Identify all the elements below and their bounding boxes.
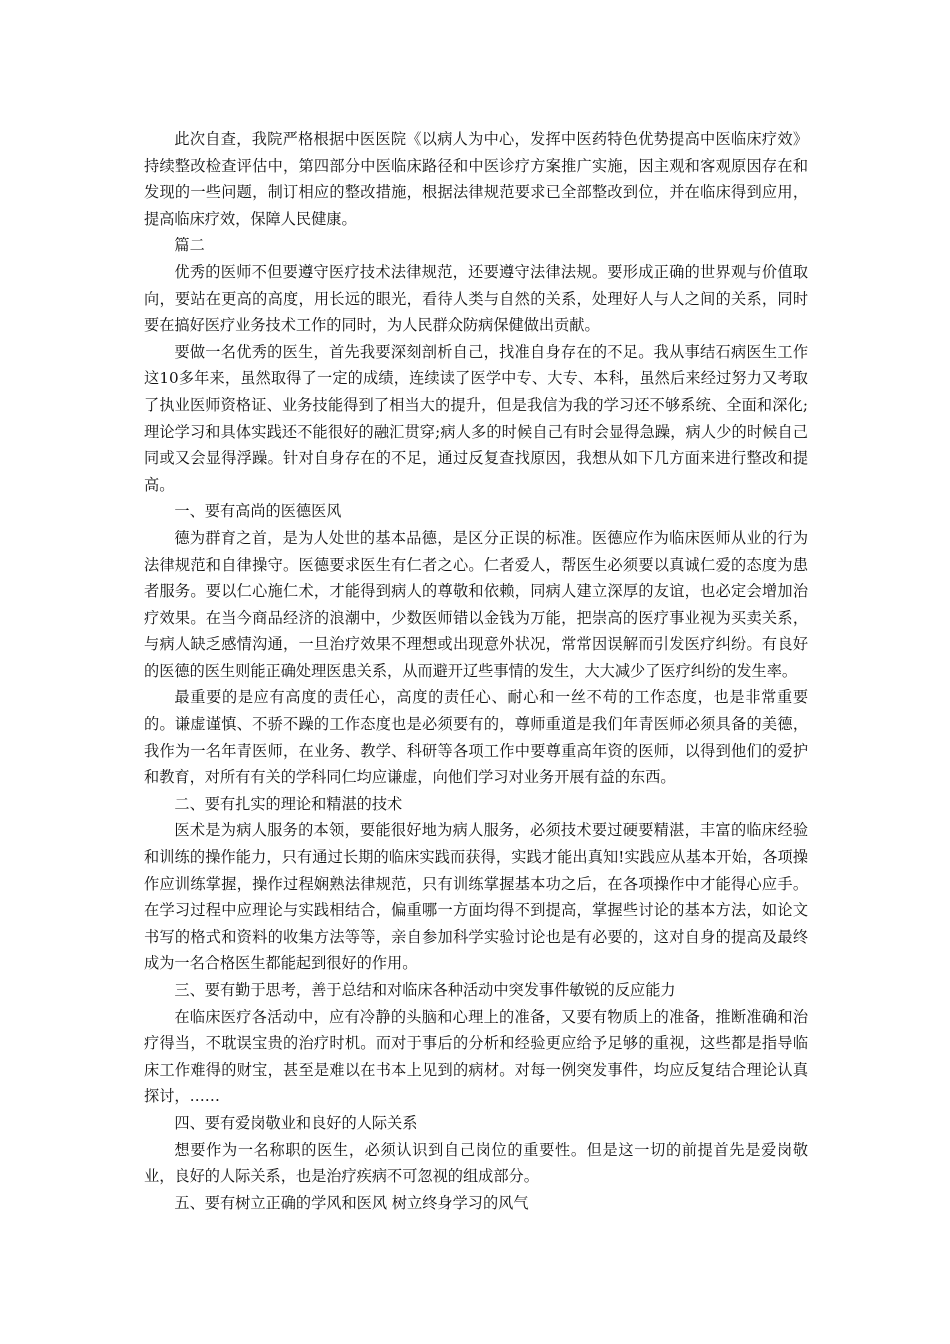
heading-dedication-and-relations: 四、要有爱岗敬业和良好的人际关系 (174, 1113, 418, 1132)
heading-theory-and-skills: 二、要有扎实的理论和精湛的技术 (174, 794, 403, 813)
heading-reflection-and-response: 三、要有勤于思考，善于总结和对临床各种活动中突发事件敏锐的反应能力 (174, 981, 676, 999)
section-title-part-two: 篇二 (174, 236, 205, 255)
paragraph-excellent-physician: 优秀的医师不但要遵守医疗技术法律规范，还要遵守法律法规。要形成正确的世界观与价值取向，要站在更高的高度，用长远的眼光，看待人类与自然的关系，处理好人与人之间的关系，同时要在搞好医疗业务技术工作的同时，为人民群众防病保健做出贡献。 (144, 262, 808, 335)
paragraph-theory-and-skills: 医术是为病人服务的本领，要能很好地为病人服务，必须技术要过硬要精湛，丰富的临床经验和训练的操作能力，只有通过长期的临床实践而获得，实践才能出真知!实践应从基本开始，各项操作应训练掌握，操作过程娴熟法律规范，只有训练掌握基本功之后，在各项操作中才能得心应手。在学习过程中应理论与实践相结合，偏重哪一方面均得不到提高，掌握些讨论的基本方法，如论文书写的格式和资料的收集方法等等，亲自参加科学实验讨论也是有必要的，这对自身的提高及最终成为一名合格医生都能起到很好的作用。 (144, 821, 808, 973)
paragraph-reflection-and-response: 在临床医疗各活动中，应有冷静的头脑和心理上的准备，又要有物质上的准备，推断准确和治疗得当，不耽误宝贵的治疗时机。而对于事后的分析和经验更应给予足够的重视，这些都是指导临床工作难得的财宝，甚至是难以在书本上见到的病材。对每一例突发事件，均应反复结合理论认真探讨，…… (144, 1007, 808, 1106)
paragraph-self-inspection: 此次自查，我院严格根据中医医院《以病人为中心，发挥中医药特色优势提高中医临床疗效》持续整改检查评估中，第四部分中医临床路径和中医诊疗方案推广实施，因主观和客观原因存在和发现的一些问题，制订相应的整改措施，根据法律规范要求已全部整改到位，并在临床得到应用，提高临床疗效，保障人民健康。 (144, 130, 808, 228)
heading-study-style: 五、要有树立正确的学风和医风 树立终身学习的风气 (174, 1193, 529, 1212)
paragraph-self-analysis: 要做一名优秀的医生，首先我要深刻剖析自己，找准自身存在的不足。我从事结石病医生工作这10多年来，虽然取得了一定的成绩，连续读了医学中专、大专、本科，虽然后来经过努力又考取了执业医师资格证、业务技能得到了相当大的提升，但是我信为我的学习还不够系统、全面和深化;理论学习和具体实践还不能很好的融汇贯穿;病人多的时候自己有时会显得急躁，病人少的时候自己同或又会显得浮躁。针对自身存在的不足，通过反复查找原因，我想从如下几方面来进行整改和提高。 (144, 342, 808, 494)
document-page (144, 126, 808, 1216)
heading-medical-ethics: 一、要有高尚的医德医风 (174, 502, 342, 521)
paragraph-dedication-and-relations: 想要作为一名称职的医生，必须认识到自己岗位的重要性。但是这一切的前提首先是爱岗敬业，良好的人际关系，也是治疗疾病不可忽视的组成部分。 (144, 1140, 808, 1186)
paragraph-medical-ethics: 德为群育之首，是为人处世的基本品德，是区分正误的标准。医德应作为临床医师从业的行为法律规范和自律操守。医德要求医生有仁者之心。仁者爱人，帮医生必须要以真诚仁爱的态度为患者服务。要以仁心施仁术，才能得到病人的尊敬和依赖，同病人建立深厚的友谊，也必定会增加治疗效果。在当今商品经济的浪潮中，少数医师错以金钱为万能，把崇高的医疗事业视为买卖关系，与病人缺乏感情沟通，一旦治疗效果不理想或出现意外状况，常常因误解而引发医疗纠纷。有良好的医德的医生则能正确处理医患关系，从而避开辽些事情的发生，大大减少了医疗纠纷的发生率。 (144, 528, 808, 680)
paragraph-responsibility: 最重要的是应有高度的责任心，高度的责任心、耐心和一丝不苟的工作态度，也是非常重要的。谦虚谨慎、不骄不躁的工作态度也是必须要有的，尊师重道是我们年青医师必须具备的美德，我作为一名年青医师，在业务、教学、科研等各项工作中要尊重高年资的医师，以得到他们的爱护和教育，对所有有关的学科同仁均应谦虚，向他们学习对业务开展有益的东西。 (144, 688, 808, 787)
